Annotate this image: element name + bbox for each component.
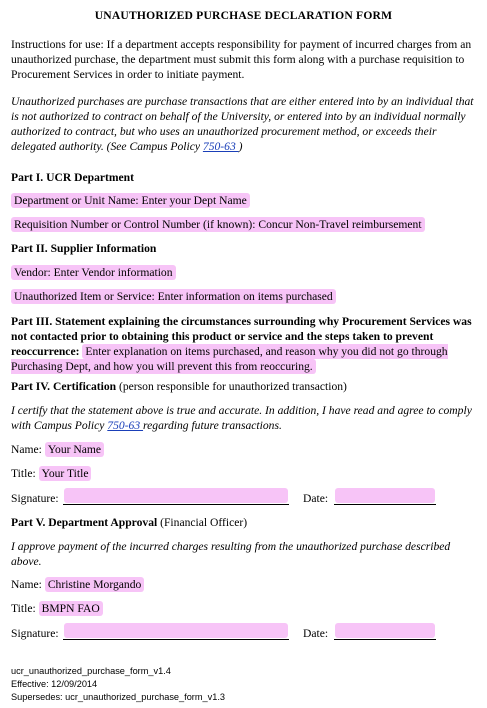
part4-signature-field[interactable] [63, 488, 289, 505]
part5-heading-note: (Financial Officer) [157, 516, 248, 529]
footer-supersedes: Supersedes: ucr_unauthorized_purchase_form_v1.3 [11, 692, 225, 702]
certification-after: regarding future transactions. [143, 419, 282, 432]
definition-close: ) [238, 140, 243, 153]
dept-name-field[interactable]: Department or Unit Name: Enter your Dept Name [11, 193, 250, 208]
statement-field[interactable]: Enter explanation on items purchased, and reason why you did not go through Purchasing Dept, and how you will prevent this from reoccuring. [11, 345, 448, 373]
certification-paragraph [11, 403, 483, 433]
part4-title-field[interactable]: Your Title [39, 466, 92, 481]
certification-text: I certify that the statement above is true and accurate. In addition, I have read and agree to comply with Campus Policy [11, 404, 472, 432]
part5-name-label: Name: [11, 578, 42, 591]
part5-signature-label: Signature: [11, 627, 59, 640]
footer-effective: Effective: 12/09/2014 [11, 679, 98, 689]
part4-name-field[interactable]: Your Name [45, 442, 104, 457]
vendor-field[interactable]: Vendor: Enter Vendor information [11, 265, 176, 280]
part5-signature-field[interactable] [63, 623, 289, 640]
requisition-number-field[interactable]: Requisition Number or Control Number (if known): Concur Non-Travel reimbursement [11, 217, 425, 232]
part4-signature-label: Signature: [11, 492, 59, 505]
part5-title-field[interactable]: BMPN FAO [39, 601, 103, 616]
footer-form-id: ucr_unauthorized_purchase_form_v1.4 [11, 666, 171, 676]
definition-text: Unauthorized purchases are purchase transactions that are either entered into by an individual that is not authorized to contract on behalf of the University, or entered into by an individual normally authorized to contract, but who uses an unauthorized procurement method, or exceeds their delegated authority. (See Campus Policy [11, 95, 474, 153]
part4-date-label: Date: [303, 492, 329, 505]
part3-paragraph [11, 314, 483, 374]
approval-text: I approve payment of the incurred charges resulting from the unauthorized purchase described above. [11, 540, 451, 568]
part4-heading-line [11, 379, 347, 394]
part5-heading: Part V. Department Approval [11, 516, 158, 529]
part4-heading-note: (person responsible for unauthorized transaction) [116, 380, 347, 393]
form-title: UNAUTHORIZED PURCHASE DECLARATION FORM [94, 9, 393, 22]
part4-name-label: Name: [11, 443, 42, 456]
unauthorized-item-field[interactable]: Unauthorized Item or Service: Enter information on items purchased [11, 289, 336, 304]
part3-heading: Part III. Statement explaining the circumstances surrounding why Procurement Services was not contacted prior to obtaining this product or service and the steps taken to prevent reoccurrence: [11, 315, 472, 358]
part5-name-field[interactable]: Christine Morgando [45, 577, 145, 592]
part5-date-field[interactable] [334, 623, 436, 640]
instructions-text: Instructions for use: If a department accepts responsibility for payment of incurred charges from an unauthorized purchase, the department must submit this form along with a purchase requisition to Procurement Services in order to initiate payment. [11, 38, 472, 81]
part5-heading-line [11, 515, 247, 530]
part2-heading: Part II. Supplier Information [11, 242, 157, 255]
part1-heading: Part I. UCR Department [11, 171, 134, 184]
cert-policy-link[interactable]: 750-63 [107, 419, 144, 432]
part4-date-field[interactable] [334, 488, 436, 505]
part5-date-label: Date: [303, 627, 329, 640]
policy-link[interactable]: 750-63 [202, 140, 239, 153]
definition-paragraph [11, 94, 483, 154]
part4-heading: Part IV. Certification [11, 380, 117, 393]
part4-title-label: Title: [11, 467, 36, 480]
part5-title-label: Title: [11, 602, 36, 615]
